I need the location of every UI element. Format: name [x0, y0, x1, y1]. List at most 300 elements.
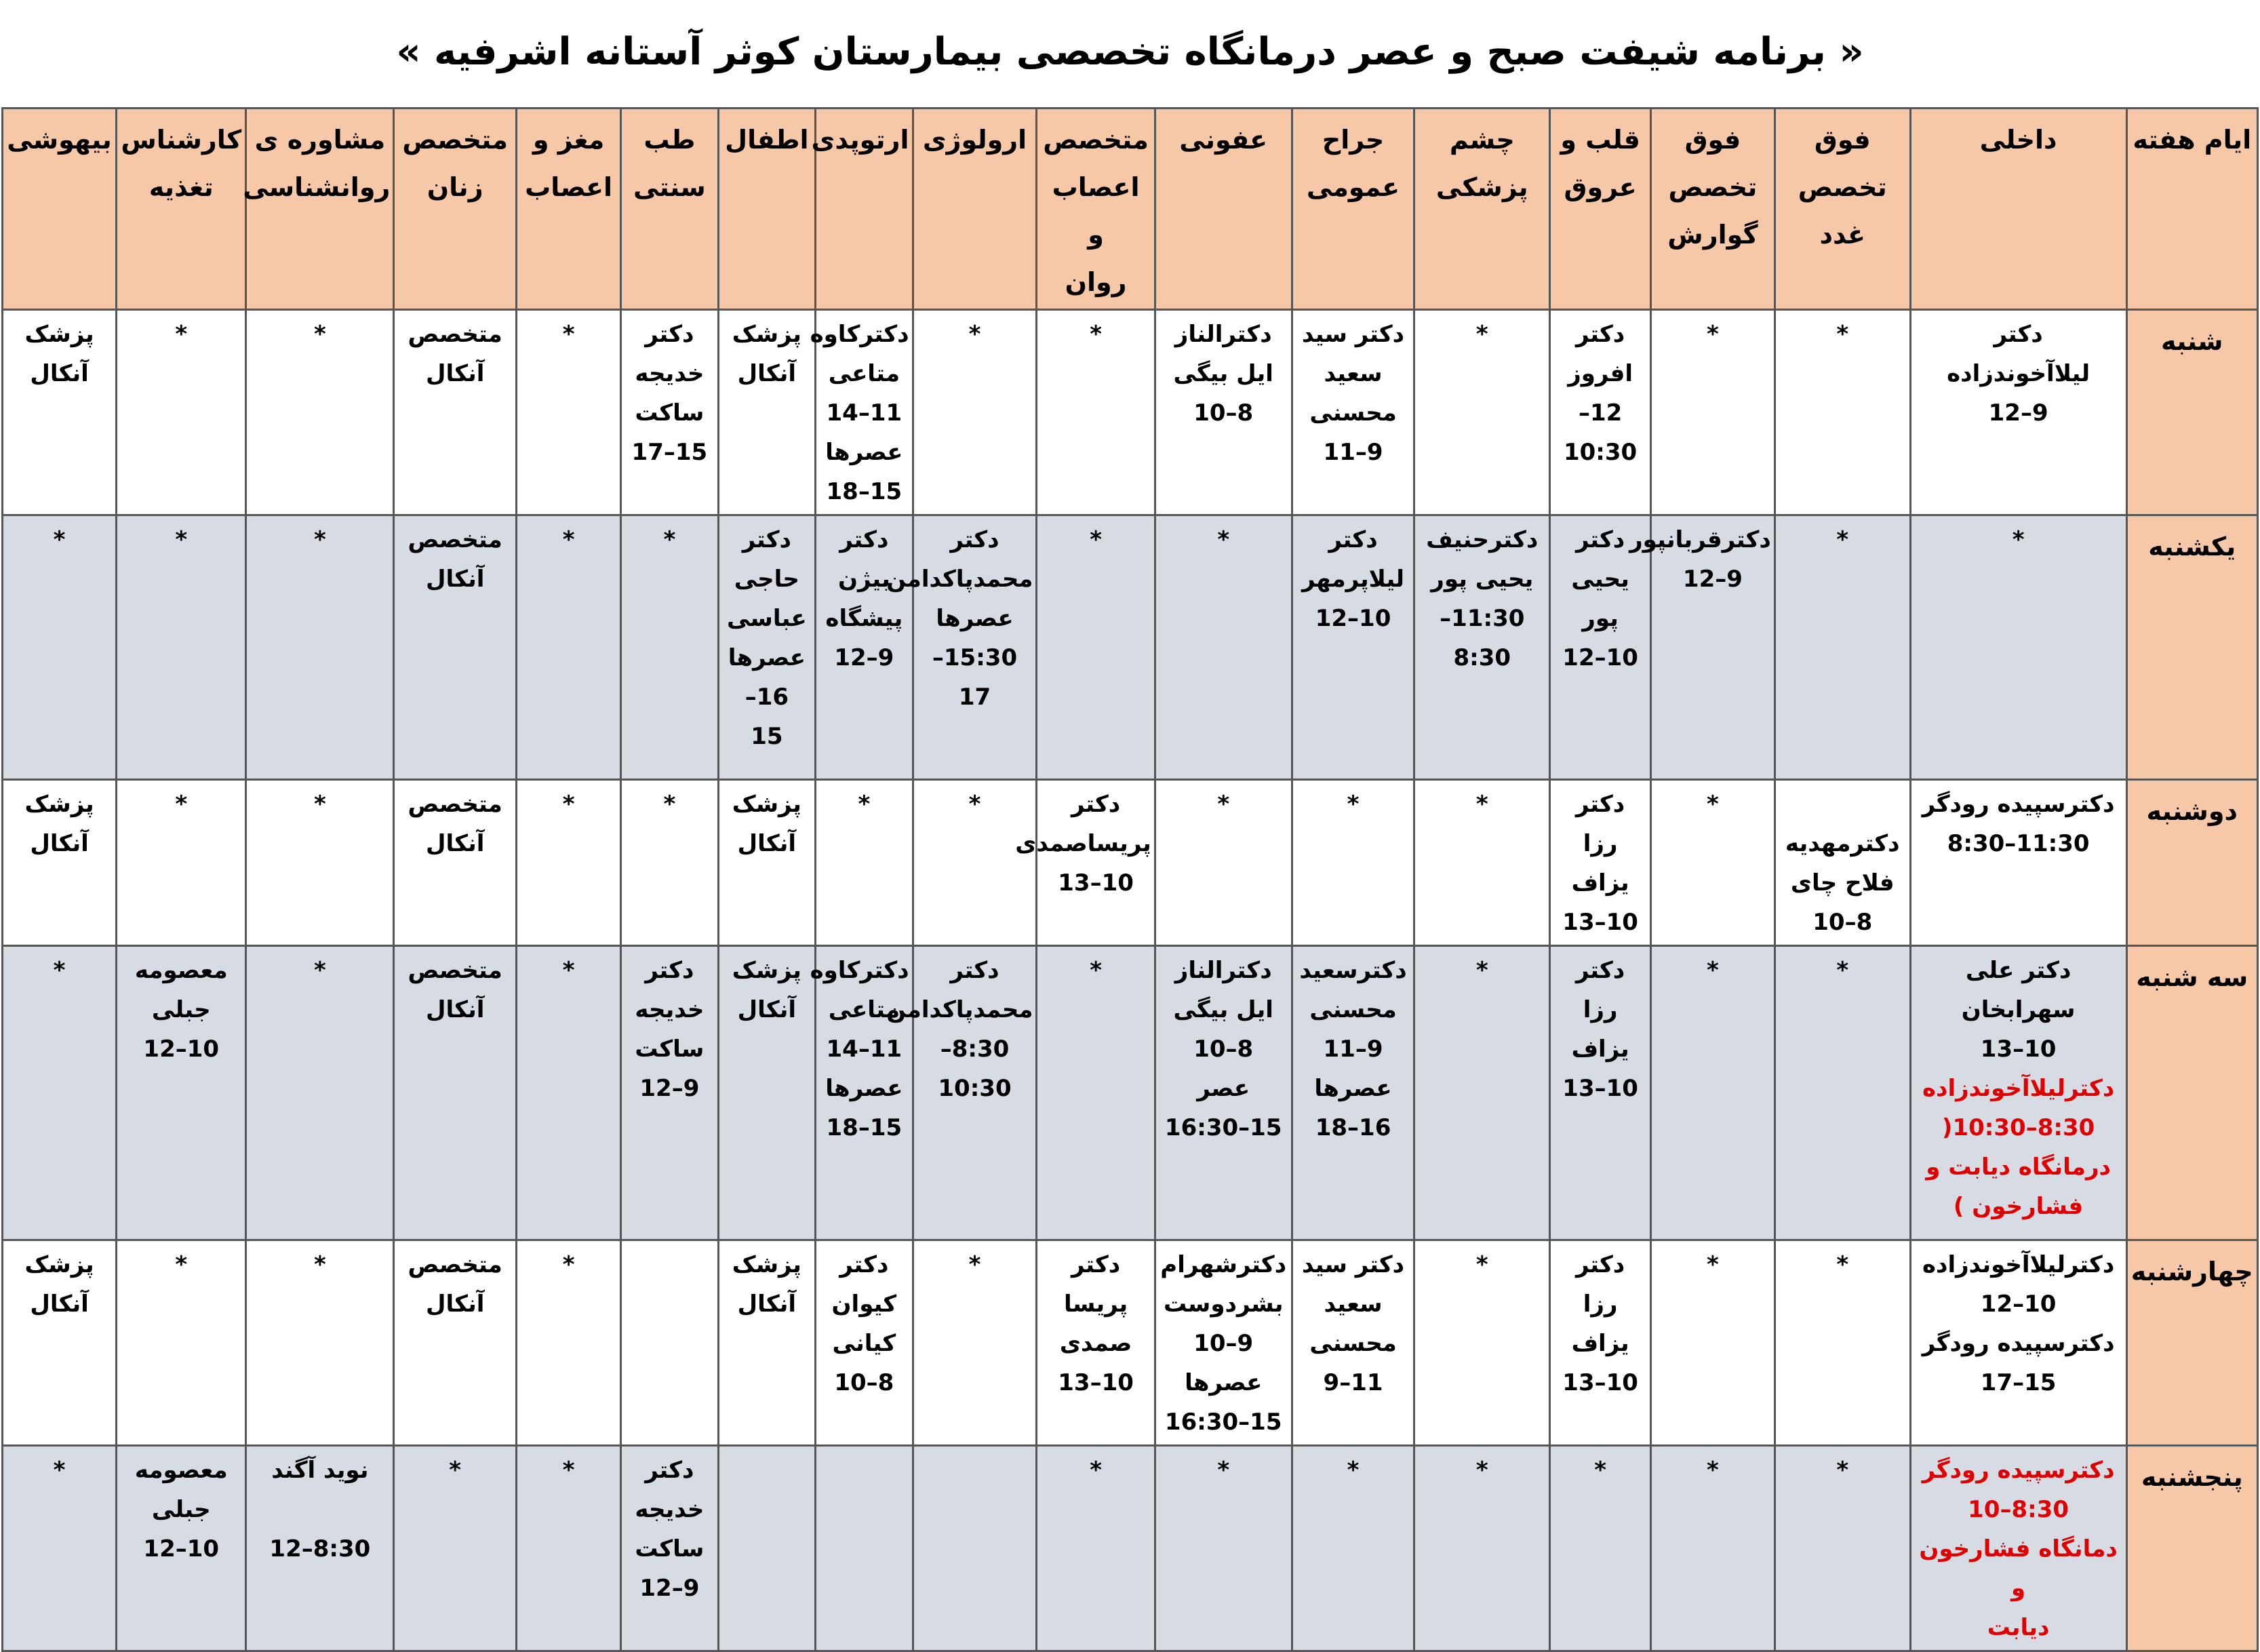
- header-label: متخصص: [402, 125, 509, 155]
- cell-line: آنکال: [30, 360, 89, 387]
- header-label: اعصاب: [525, 172, 613, 202]
- cell-line: دکترسپیده رودگر: [1922, 1457, 2115, 1484]
- cell-line: دکتر: [1575, 1251, 1625, 1278]
- cell-line: 15:30–17: [932, 644, 1018, 711]
- table-row: [3, 946, 2258, 1240]
- cell-line: *: [1475, 1457, 1488, 1484]
- cell-line: دکتر: [839, 1251, 889, 1278]
- cell-line: یزاف: [1571, 1036, 1629, 1063]
- header-label: چشم: [1449, 125, 1515, 155]
- cell-line: بیژن: [837, 566, 890, 593]
- cell-line: رزا: [1583, 830, 1618, 857]
- cell-line: متخصص: [408, 957, 502, 984]
- cell-line: *: [968, 321, 981, 348]
- schedule-cell: [1414, 1240, 1550, 1446]
- cell-line: یزاف: [1571, 869, 1629, 897]
- cell-line: پیشگاه: [825, 605, 903, 632]
- cell-line: *: [313, 957, 326, 984]
- schedule-cell: [621, 780, 718, 946]
- header-label: زنان: [427, 172, 483, 202]
- schedule-cell: [913, 1240, 1037, 1446]
- schedule-cell: [117, 946, 246, 1240]
- cell-line: 8:30–10: [1968, 1496, 2069, 1523]
- cell-line: آنکال: [737, 360, 797, 387]
- cell-line: درمانگاه دیابت و: [1926, 1154, 2111, 1181]
- schedule-cell: [394, 515, 517, 780]
- cell-line: 10–12: [143, 1535, 220, 1562]
- cell-line: *: [449, 1457, 462, 1484]
- cell-line: آنکال: [425, 830, 485, 857]
- schedule-cell: [718, 515, 815, 780]
- schedule-cell: [517, 1240, 621, 1446]
- cell-line: *: [1836, 526, 1849, 553]
- cell-line: متخصص: [408, 791, 502, 818]
- schedule-cell: [517, 310, 621, 515]
- schedule-cell: [1775, 515, 1910, 780]
- schedule-cell: [394, 1446, 517, 1651]
- day-label: شنبه: [2126, 310, 2257, 515]
- schedule-cell: [3, 780, 117, 946]
- cell-line: پزشک: [732, 957, 801, 984]
- schedule-cell: [816, 1240, 913, 1446]
- cell-line: دکتر: [1575, 791, 1625, 818]
- header-specialty: [811, 109, 913, 310]
- cell-line: یحیی: [1571, 566, 1629, 593]
- cell-line: یحیی پور: [1431, 566, 1534, 593]
- schedule-cell: [1775, 1446, 1910, 1651]
- cell-line: پزشک: [24, 1251, 94, 1278]
- cell-line: عصرها: [1314, 1075, 1392, 1102]
- cell-line: آنکال: [425, 566, 485, 593]
- cell-line: آنکال: [425, 1291, 485, 1318]
- schedule-cell: [1629, 515, 1775, 780]
- cell-line: 10–12: [1980, 1291, 2057, 1318]
- cell-line: *: [1707, 1251, 1719, 1278]
- header-label: داخلی: [1979, 125, 2057, 155]
- cell-line: جبلی: [151, 996, 211, 1023]
- cell-line: *: [1475, 957, 1488, 984]
- schedule-cell: [1910, 1446, 2126, 1651]
- schedule-cell: [816, 1446, 913, 1651]
- schedule-cell: [1550, 1446, 1651, 1651]
- schedule-cell: [1414, 780, 1550, 946]
- cell-line: محسنی: [1309, 399, 1397, 427]
- day-label: دوشنبه: [2126, 780, 2257, 946]
- cell-line: 16–18: [1315, 1114, 1391, 1141]
- schedule-cell: [1414, 946, 1550, 1240]
- cell-line: *: [562, 957, 575, 984]
- cell-line: دکترلیلاآخوندزاده: [1922, 1251, 2115, 1278]
- cell-line: متخصص: [408, 321, 502, 348]
- cell-line: *: [53, 1457, 66, 1484]
- cell-line: *: [968, 1251, 981, 1278]
- schedule-cell: [1550, 780, 1651, 946]
- cell-line: دکترلیلاآخوندزاده: [1922, 1075, 2115, 1102]
- schedule-cell: [1292, 946, 1414, 1240]
- schedule-cell: [1775, 780, 1910, 946]
- cell-line: 15: [751, 723, 783, 750]
- cell-line: دکتر: [1328, 526, 1378, 553]
- schedule-cell: [1775, 946, 1910, 1240]
- table-row: [3, 310, 2258, 515]
- cell-line: *: [1217, 526, 1230, 553]
- cell-line: دکتر: [742, 526, 791, 553]
- schedule-cell: [1550, 1240, 1651, 1446]
- cell-line: کیانی: [832, 1330, 896, 1357]
- cell-line: 8–10: [1193, 1036, 1254, 1063]
- day-label: پنجشنبه: [2126, 1446, 2257, 1651]
- cell-line: حاجی: [734, 566, 799, 593]
- header-label: جراح: [1322, 125, 1385, 155]
- header-specialty: [3, 109, 117, 310]
- cell-line: خدیجه: [635, 996, 705, 1023]
- header-days-of-week: [2126, 109, 2257, 310]
- cell-line: دکتر پریسا: [1064, 1251, 1128, 1318]
- schedule-cell: [3, 310, 117, 515]
- cell-line: دکترقربانپور: [1629, 526, 1771, 553]
- schedule-cell: [1651, 946, 1775, 1240]
- cell-line: 9–11: [1323, 439, 1383, 466]
- schedule-cell: [1292, 780, 1414, 946]
- cell-line: جبلی: [151, 1496, 211, 1523]
- schedule-cell: [1550, 946, 1651, 1240]
- cell-line: *: [53, 526, 66, 553]
- cell-line: 8–10: [834, 1369, 894, 1396]
- header-label: تخصص: [1668, 172, 1758, 202]
- schedule-cell: [1015, 780, 1155, 946]
- schedule-cell: [816, 780, 913, 946]
- cell-line: 8–10: [1812, 909, 1873, 936]
- schedule-cell: [517, 515, 621, 780]
- cell-line: *: [1475, 1251, 1488, 1278]
- schedule-cell: [3, 515, 117, 780]
- cell-line: دکتر: [1575, 957, 1625, 984]
- cell-line: *: [1836, 957, 1849, 984]
- cell-line: *: [562, 1251, 575, 1278]
- header-label: تخصص: [1798, 172, 1887, 202]
- header-label: اطفال: [725, 125, 809, 155]
- cell-line: دکترالناز: [1174, 321, 1272, 348]
- cell-line: پزشک: [24, 321, 94, 348]
- schedule-cell: [117, 1446, 246, 1651]
- cell-line: *: [313, 321, 326, 348]
- cell-line: *: [562, 1457, 575, 1484]
- cell-line: ایل بیگی: [1173, 996, 1273, 1023]
- cell-line: *: [1090, 957, 1102, 984]
- schedule-cell: [621, 1446, 718, 1651]
- cell-line: دکتر: [950, 957, 999, 984]
- header-row: [3, 109, 2258, 310]
- cell-line: 9–12: [1988, 399, 2048, 427]
- cell-line: *: [1347, 1457, 1360, 1484]
- cell-line: دکتر: [1575, 321, 1625, 348]
- cell-line: *: [1217, 1457, 1230, 1484]
- header-label: قلب و: [1560, 125, 1640, 155]
- cell-line: *: [663, 791, 676, 818]
- schedule-cell: [1775, 310, 1910, 515]
- cell-line: 8:30–10:30: [938, 1036, 1012, 1102]
- cell-line: 9–12: [1682, 566, 1743, 593]
- header-label: بیهوشی: [7, 125, 112, 155]
- cell-line: 15–17: [631, 439, 708, 466]
- cell-line: 10–12: [143, 1036, 220, 1063]
- cell-line: دکتر: [645, 957, 694, 984]
- cell-line: *: [1594, 1457, 1606, 1484]
- schedule-cell: [810, 946, 913, 1240]
- cell-line: بشردوست: [1163, 1291, 1284, 1318]
- cell-line: *: [1475, 321, 1488, 348]
- schedule-cell: [3, 1240, 117, 1446]
- cell-line: افروز: [1568, 360, 1633, 387]
- cell-line: 15–16:30: [1164, 1409, 1282, 1436]
- schedule-cell: [1037, 515, 1155, 780]
- cell-line: ایل بیگی: [1173, 360, 1273, 387]
- schedule-cell: [1292, 1240, 1414, 1446]
- schedule-cell: [1910, 946, 2126, 1240]
- cell-line: 11–9: [1323, 1369, 1383, 1396]
- cell-line: معصومه: [134, 957, 228, 984]
- schedule-cell: [246, 946, 394, 1240]
- cell-line: 15–17: [1980, 1369, 2057, 1396]
- header-label: پزشکی: [1435, 172, 1528, 202]
- schedule-cell: [1775, 1240, 1910, 1446]
- cell-line: *: [562, 526, 575, 553]
- schedule-cell: [3, 946, 117, 1240]
- day-label: چهارشنبه: [2126, 1240, 2257, 1446]
- cell-line: 16–: [745, 684, 789, 711]
- schedule-cell: [246, 780, 394, 946]
- cell-line: 11–14: [826, 1036, 903, 1063]
- schedule-cell: [1910, 310, 2126, 515]
- cell-line: *: [1090, 1457, 1102, 1484]
- cell-line: *: [313, 1251, 326, 1278]
- schedule-cell: [1414, 310, 1550, 515]
- cell-line: آنکال: [425, 360, 485, 387]
- cell-line: دکتر: [1994, 321, 2043, 348]
- cell-line: 11:30–: [1440, 605, 1525, 632]
- cell-line: 9–12: [639, 1075, 700, 1102]
- day-label: یکشنبه: [2126, 515, 2257, 780]
- schedule-cell: [1155, 780, 1292, 946]
- cell-line: *: [313, 526, 326, 553]
- cell-line: *: [175, 321, 188, 348]
- cell-line: نوید آگند: [271, 1457, 369, 1484]
- header-label: فوق: [1814, 125, 1871, 155]
- cell-line: 11:30–8:30: [1947, 830, 2090, 857]
- schedule-cell: [246, 1446, 394, 1651]
- cell-line: *: [175, 1251, 188, 1278]
- cell-line: آنکال: [30, 830, 89, 857]
- schedule-cell: [1651, 1240, 1775, 1446]
- header-specialty: [394, 109, 517, 310]
- cell-line: 15–18: [826, 1114, 903, 1141]
- header-label: گوارش: [1667, 220, 1758, 250]
- header-specialty: [1414, 109, 1550, 310]
- schedule-cell: [886, 515, 1037, 780]
- cell-line: عصرها: [936, 605, 1014, 632]
- cell-line: سعید: [1324, 1291, 1383, 1318]
- header-label: سنتی: [633, 172, 706, 202]
- header-label: عفونی: [1179, 125, 1268, 155]
- header-label: ایام هفته: [2133, 125, 2252, 155]
- cell-line: دکتر سید: [1302, 1251, 1405, 1278]
- cell-line: *: [562, 321, 575, 348]
- header-label: فوق: [1684, 125, 1741, 155]
- header-label: مشاوره ی: [254, 125, 386, 155]
- cell-line: پزشک: [732, 791, 801, 818]
- table-row: [3, 780, 2258, 946]
- schedule-cell: [810, 310, 913, 515]
- cell-line: دکترسعید: [1299, 957, 1407, 984]
- cell-line: 10–13: [1562, 1369, 1638, 1396]
- header-specialty: [718, 109, 815, 310]
- cell-line: 9–12: [639, 1575, 700, 1602]
- cell-line: رزا: [1583, 996, 1618, 1023]
- cell-line: محمدپاکدامن: [886, 996, 1033, 1023]
- cell-line: پور: [1582, 605, 1619, 632]
- schedule-cell: [913, 310, 1037, 515]
- cell-line: *: [2012, 526, 2025, 553]
- schedule-cell: [394, 310, 517, 515]
- schedule-cell: [718, 1446, 815, 1651]
- schedule-cell: [1651, 310, 1775, 515]
- cell-line: محمدپاکدامن: [886, 566, 1033, 593]
- cell-line: *: [1475, 791, 1488, 818]
- cell-line: *: [175, 526, 188, 553]
- header-label: اعصاب و: [1052, 172, 1140, 250]
- header-specialty: [517, 109, 621, 310]
- schedule-cell: [718, 946, 815, 1240]
- cell-line: پزشک: [24, 791, 94, 818]
- cell-line: 10–12: [1315, 605, 1391, 632]
- cell-line: دکتر سید: [1302, 321, 1405, 348]
- cell-line: دکتر: [839, 526, 889, 553]
- schedule-cell: [1155, 946, 1292, 1240]
- cell-line: 10–13: [1058, 1369, 1134, 1396]
- schedule-cell: [718, 1240, 815, 1446]
- schedule-cell: [1910, 780, 2126, 946]
- cell-line: خدیجه: [635, 1496, 705, 1523]
- cell-line: 12–: [1578, 399, 1623, 427]
- schedule-cell: [117, 1240, 246, 1446]
- cell-line: 10:30: [1563, 439, 1638, 466]
- cell-line: *: [1836, 321, 1849, 348]
- cell-line: پزشک: [732, 321, 801, 348]
- cell-line: فشارخون ): [1953, 1193, 2084, 1220]
- header-specialty: [913, 109, 1037, 310]
- cell-line: دکترشهرام: [1160, 1251, 1287, 1278]
- cell-line: *: [1707, 791, 1719, 818]
- cell-line: *: [858, 791, 871, 818]
- cell-line: معصومه: [134, 1457, 228, 1484]
- table-row: [3, 1240, 2258, 1446]
- cell-line: ساکت: [635, 1036, 705, 1063]
- header-specialty: [243, 109, 394, 310]
- schedule-cell: [1910, 1240, 2126, 1446]
- cell-line: *: [175, 791, 188, 818]
- cell-line: کیوان: [831, 1291, 897, 1318]
- cell-line: لیلاآخوندزاده: [1947, 360, 2090, 387]
- cell-line: *: [562, 791, 575, 818]
- cell-line: *: [1707, 957, 1719, 984]
- schedule-cell: [517, 1446, 621, 1651]
- schedule-cell: [246, 310, 394, 515]
- schedule-cell: [886, 946, 1037, 1240]
- schedule-cell: [816, 515, 913, 780]
- cell-line: متاعی: [828, 360, 900, 387]
- cell-line: محسنی: [1309, 996, 1397, 1023]
- cell-line: سهرابخان: [1961, 996, 2076, 1023]
- header-label: ارولوژی: [922, 125, 1027, 155]
- cell-line: متاعی: [828, 996, 900, 1023]
- day-label: سه شنبه: [2126, 946, 2257, 1240]
- cell-line: دکترکاوه: [810, 957, 909, 984]
- cell-line: دمانگاه فشارخون و: [1919, 1535, 2118, 1602]
- cell-line: 15–18: [826, 478, 903, 505]
- cell-line: [250, 1490, 390, 1529]
- schedule-cell: [394, 780, 517, 946]
- schedule-cell: [394, 1240, 517, 1446]
- schedule-cell: [517, 946, 621, 1240]
- cell-line: عباسی: [727, 605, 807, 632]
- schedule-cell: [1651, 780, 1775, 946]
- cell-line: دکتر: [645, 1457, 694, 1484]
- schedule-cell: [117, 515, 246, 780]
- schedule-cell: [718, 780, 815, 946]
- cell-line: 11–14: [826, 399, 903, 427]
- cell-line: خدیجه: [635, 360, 705, 387]
- cell-line: 9–11: [1323, 1036, 1383, 1063]
- header-specialty: [1037, 109, 1155, 310]
- header-specialty: [1550, 109, 1651, 310]
- cell-line: لیلاپرمهر: [1302, 566, 1405, 593]
- cell-line: 9–12: [834, 644, 894, 671]
- schedule-cell: [1292, 1446, 1414, 1651]
- header-specialty: [621, 109, 718, 310]
- schedule-cell: [621, 1240, 718, 1446]
- cell-line: عصرها: [728, 644, 806, 671]
- cell-line: آنکال: [737, 1291, 797, 1318]
- cell-line: *: [1217, 791, 1230, 818]
- schedule-table: [1, 107, 2259, 1652]
- table-row: [3, 515, 2258, 780]
- header-label: روان: [1065, 267, 1127, 297]
- cell-line: دکتر: [950, 526, 999, 553]
- header-label: غدد: [1819, 220, 1865, 250]
- schedule-cell: [1292, 310, 1414, 515]
- header-specialty: [1155, 109, 1292, 310]
- cell-line: 10–13: [1562, 909, 1638, 936]
- schedule-cell: [1155, 1240, 1292, 1446]
- cell-line: متخصص: [408, 526, 502, 553]
- cell-line: سعید: [1324, 360, 1383, 387]
- schedule-cell: [3, 1446, 117, 1651]
- schedule-cell: [1155, 310, 1292, 515]
- header-label: متخصص: [1043, 125, 1149, 155]
- cell-line: *: [1707, 1457, 1719, 1484]
- schedule-cell: [246, 515, 394, 780]
- cell-line: صمدی: [1059, 1330, 1132, 1357]
- schedule-cell: [1037, 1240, 1155, 1446]
- schedule-cell: [1414, 1446, 1550, 1651]
- cell-line: *: [968, 791, 981, 818]
- schedule-cell: [394, 946, 517, 1240]
- cell-line: ساکت: [635, 1535, 705, 1562]
- cell-line: دکترمهدیه: [1785, 830, 1900, 857]
- cell-line: آنکال: [30, 1291, 89, 1318]
- cell-line: عصرها: [825, 1075, 903, 1102]
- cell-line: *: [313, 791, 326, 818]
